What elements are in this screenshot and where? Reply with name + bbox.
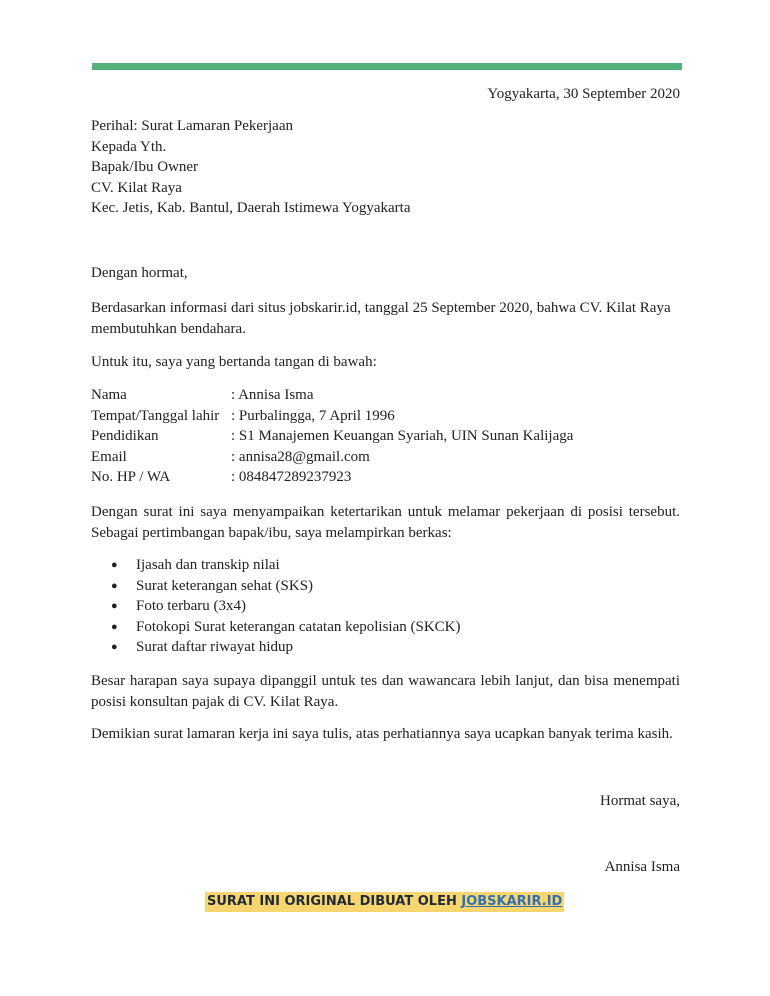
identity-value: : Purbalingga, 7 April 1996 <box>231 407 395 424</box>
bullet-icon: ● <box>111 579 118 592</box>
identity-row <box>91 447 573 468</box>
address-line: CV. Kilat Raya <box>91 179 182 196</box>
interest-line: Sebagai pertimbangan bapak/ibu, saya melampirkan berkas: <box>91 524 452 541</box>
footer-site-link[interactable]: JOBSKARIR.ID <box>461 894 563 909</box>
date-line: Yogyakarta, 30 September 2020 <box>487 86 680 102</box>
identity-label: Email <box>91 448 127 465</box>
bullet-icon: ● <box>111 559 118 571</box>
bullet-icon: ● <box>111 641 118 653</box>
list-item: ● Foto terbaru (3x4) <box>111 596 461 617</box>
address-line: Bapak/Ibu Owner <box>91 159 199 175</box>
hope-line: posisi konsultan pajak di CV. Kilat Raya. <box>91 693 339 710</box>
identity-label: Pendidikan <box>91 428 159 444</box>
identity-row <box>91 406 573 427</box>
closing-paragraph: Demikian surat lamaran kerja ini saya tulis, atas perhatiannya saya ucapkan banyak terima kasih. <box>91 726 673 742</box>
opening-line: Berdasarkan informasi dari situs jobskarir.id, tanggal 25 September 2020, bahwa CV. Kilat Raya <box>91 300 671 316</box>
closing-salutation: Hormat saya, <box>600 793 680 809</box>
identity-value: : Annisa Isma <box>231 387 314 403</box>
attachment-list <box>111 555 461 658</box>
list-item: ● Ijasah dan transkip nilai <box>111 555 461 576</box>
list-item: ● Surat daftar riwayat hidup <box>111 637 461 658</box>
opening-line: membutuhkan bendahara. <box>91 320 246 337</box>
footer-watermark-note <box>205 892 564 912</box>
recipient-address <box>91 116 411 219</box>
hope-paragraph <box>91 671 680 712</box>
identity-row <box>91 467 573 488</box>
subject-line: Perihal: Surat Lamaran Pekerjaan <box>91 118 294 134</box>
identity-intro: Untuk itu, saya yang bertanda tangan di bawah: <box>91 354 377 370</box>
list-item: ● Fotokopi Surat keterangan catatan kepolisian (SKCK) <box>111 617 461 638</box>
identity-row <box>91 426 573 447</box>
footer-note-text: SURAT INI ORIGINAL DIBUAT OLEH <box>207 894 462 909</box>
bullet-icon: ● <box>111 600 118 612</box>
identity-label: No. HP / WA <box>91 469 171 485</box>
hope-line: Besar harapan saya supaya dipanggil untuk tes dan wawancara lebih lanjut, dan bisa menempati <box>91 673 680 689</box>
address-line: Kepada Yth. <box>91 138 167 155</box>
identity-row <box>91 385 573 406</box>
greeting: Dengan hormat, <box>91 265 188 281</box>
list-item: ● Surat keterangan sehat (SKS) <box>111 576 461 597</box>
identity-value: : annisa28@gmail.com <box>231 448 370 465</box>
interest-paragraph <box>91 502 680 543</box>
identity-value: : S1 Manajemen Keuangan Syariah, UIN Sunan Kalijaga <box>231 428 574 444</box>
bullet-icon: ● <box>111 620 118 633</box>
identity-table <box>91 385 573 488</box>
interest-line: Dengan surat ini saya menyampaikan ketertarikan untuk melamar pekerjaan di posisi tersebut. <box>91 504 680 520</box>
signer-name: Annisa Isma <box>604 859 680 875</box>
identity-label: Tempat/Tanggal lahir <box>91 407 220 424</box>
address-line: Kec. Jetis, Kab. Bantul, Daerah Istimewa Yogyakarta <box>91 200 411 216</box>
identity-value: : 084847289237923 <box>231 469 352 485</box>
header-accent-bar <box>92 63 682 70</box>
identity-label: Nama <box>91 387 127 403</box>
opening-paragraph <box>91 298 680 339</box>
